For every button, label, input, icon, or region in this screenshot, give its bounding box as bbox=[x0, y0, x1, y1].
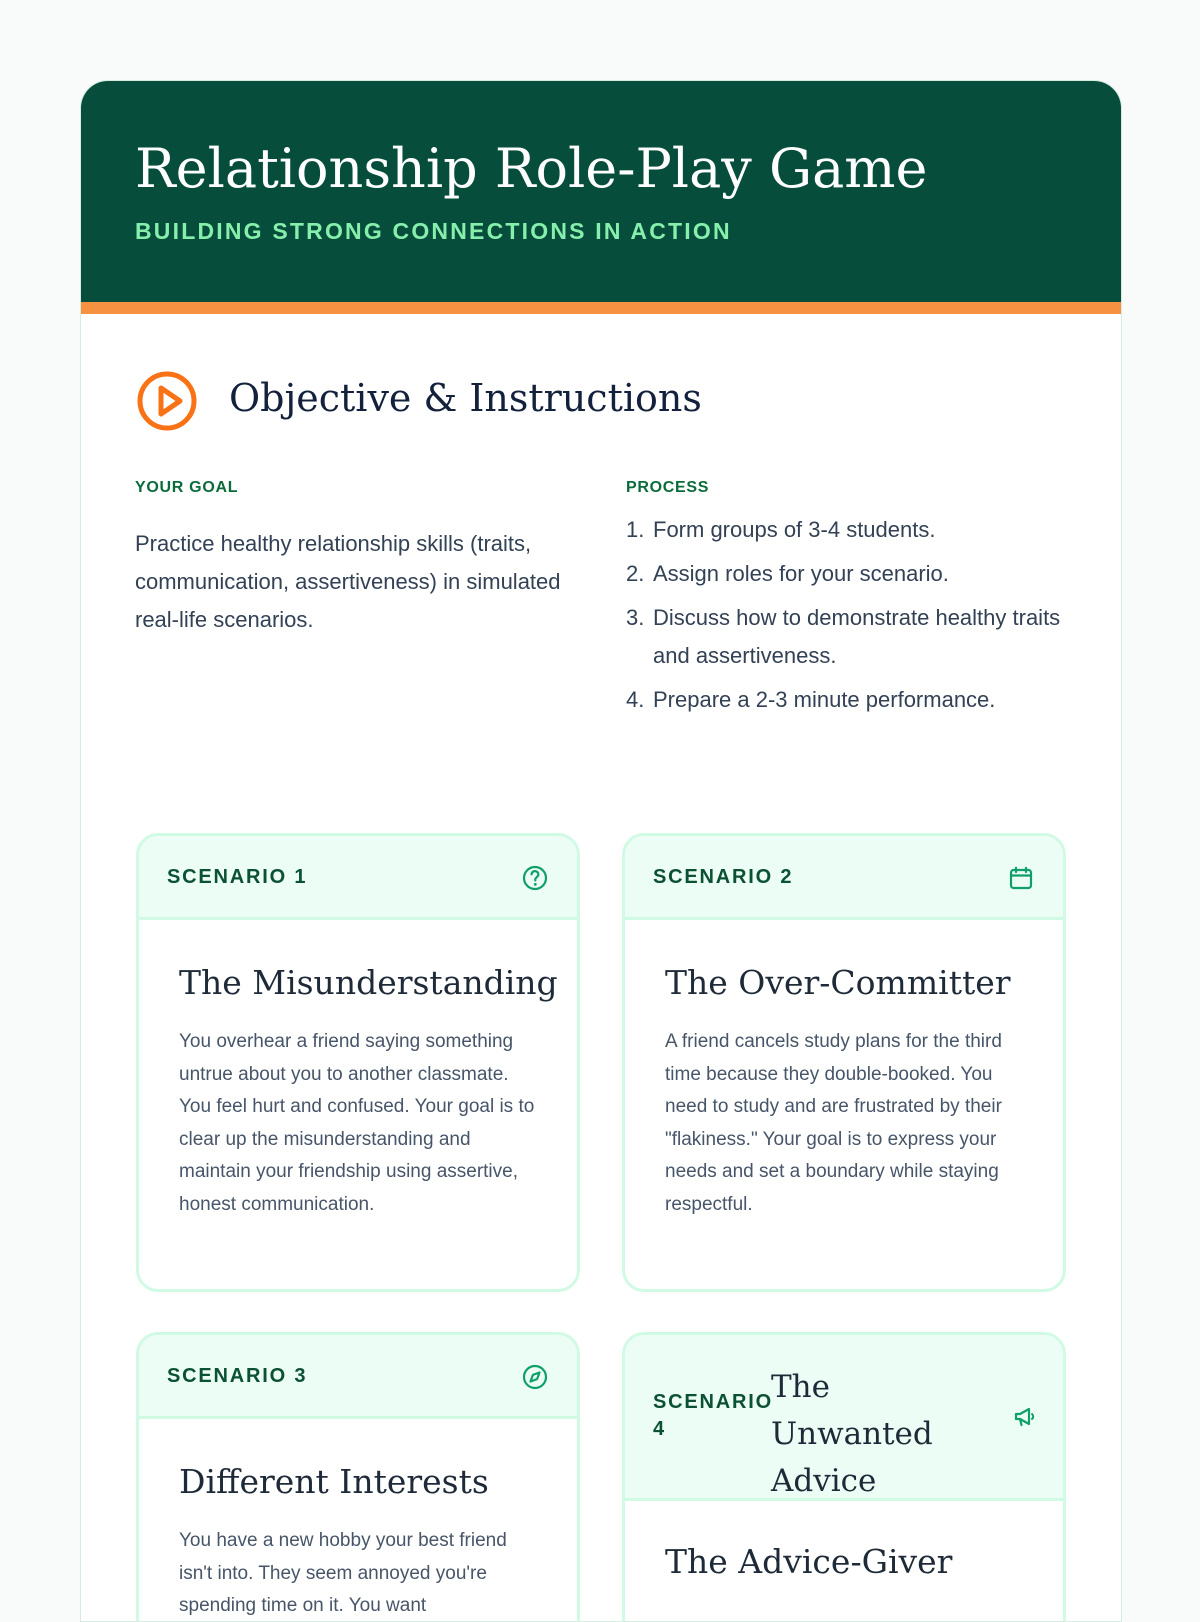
process-step-3 bbox=[626, 599, 1086, 675]
scenario-description: You have a new hobby your best friend isn't into. They seem annoyed you're spending time on it. You want bbox=[179, 1530, 507, 1616]
process-list bbox=[626, 511, 1086, 725]
scenario-title: The Misunderstanding bbox=[179, 963, 558, 1002]
scenario-label: SCENARIO 4 bbox=[653, 1391, 773, 1440]
process-step-number: 4. bbox=[626, 687, 645, 712]
scenario-description: A friend cancels study plans for the third time because they double-booked. You need to study and are frustrated by their "flakiness." Your goal is to express your needs and set a boundary while staying respectful. bbox=[665, 1031, 1002, 1215]
scenario-card-3 bbox=[136, 1332, 580, 1622]
scenario-header bbox=[625, 836, 1063, 920]
process-step-text: Form groups of 3-4 students. bbox=[653, 517, 936, 542]
process-step-text: Prepare a 2-3 minute performance. bbox=[653, 687, 996, 712]
scenario-header bbox=[625, 1335, 1063, 1501]
process-step-text: Assign roles for your scenario. bbox=[653, 561, 949, 586]
compass-icon bbox=[521, 1363, 549, 1391]
scenario-title: Different Interests bbox=[179, 1462, 489, 1501]
play-circle-icon bbox=[135, 369, 199, 433]
scenario-card-4 bbox=[622, 1332, 1066, 1622]
process-step-2 bbox=[626, 555, 1086, 593]
megaphone-icon bbox=[1010, 1403, 1038, 1431]
page-subtitle: BUILDING STRONG CONNECTIONS IN ACTION bbox=[135, 218, 732, 244]
section-title: Objective & Instructions bbox=[229, 376, 702, 420]
scenario-description: You overhear a friend saying something untrue about you to another classmate. You feel hurt and confused. Your goal is to clear up the misunderstanding and maintain your friendship using assertive, honest communication. bbox=[179, 1031, 535, 1215]
process-label: PROCESS bbox=[626, 479, 710, 496]
scenario-header bbox=[139, 836, 577, 920]
scenario-label: SCENARIO 1 bbox=[167, 866, 308, 888]
scenario-label: SCENARIO 3 bbox=[167, 1365, 308, 1387]
scenario-card-2 bbox=[622, 833, 1066, 1292]
process-step-number: 1. bbox=[626, 517, 645, 542]
calendar-icon bbox=[1007, 864, 1035, 892]
process-step-text: Discuss how to demonstrate healthy traits and assertiveness. bbox=[653, 605, 1061, 668]
scenario-subtitle: The Unwanted Advice bbox=[771, 1369, 933, 1499]
process-step-1 bbox=[626, 511, 1086, 549]
process-step-4 bbox=[626, 681, 1086, 719]
scenario-label: SCENARIO 2 bbox=[653, 866, 794, 888]
goal-text: Practice healthy relationship skills (traits, communication, assertiveness) in simulated real-life scenarios. bbox=[135, 531, 561, 632]
page-header bbox=[81, 81, 1121, 302]
worksheet-card bbox=[80, 80, 1122, 1622]
goal-label: YOUR GOAL bbox=[135, 479, 239, 496]
header-accent-bar bbox=[81, 302, 1121, 314]
process-step-number: 2. bbox=[626, 561, 645, 586]
scenario-card-1 bbox=[136, 833, 580, 1292]
help-circle-icon bbox=[521, 864, 549, 892]
process-step-number: 3. bbox=[626, 605, 645, 630]
scenario-title: The Advice-Giver bbox=[665, 1542, 953, 1581]
scenario-header bbox=[139, 1335, 577, 1419]
scenario-title: The Over-Committer bbox=[665, 963, 1011, 1002]
page-title: Relationship Role-Play Game bbox=[135, 137, 928, 200]
